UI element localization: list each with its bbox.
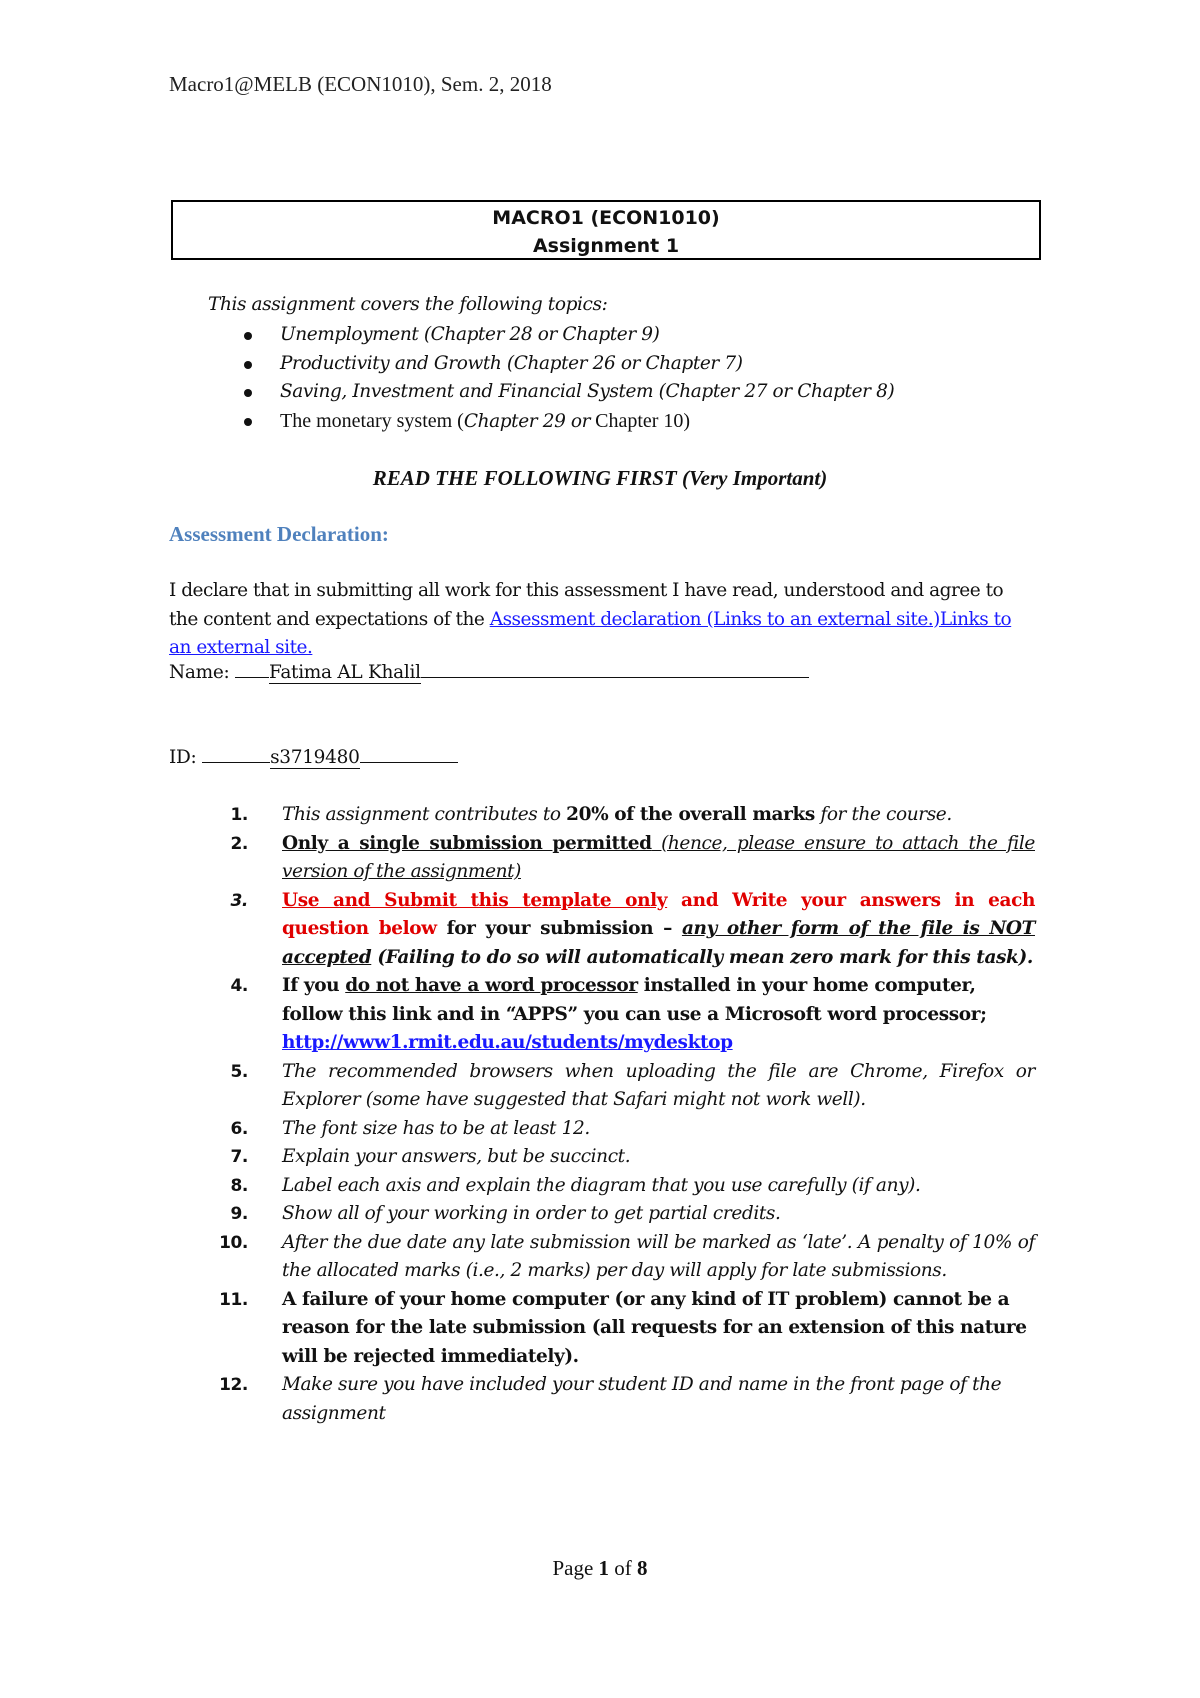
page-footer: Page 1 of 8 [552, 1556, 648, 1580]
rule-item: 5. The recommended browsers when uploading the file are Chrome, Firefox or Explorer (some have suggested that Safari might not work well). [230, 1060, 1035, 1110]
rule-item: 12. Make sure you have included your student ID and name in the front page of the assignment [219, 1374, 1002, 1424]
rules-list [220, 801, 1035, 1428]
topic-item: Productivity and Growth (Chapter 26 or Chapter 7) [248, 350, 894, 379]
rule-item: 4. If you do not have a word processor installed in your home computer, follow this link and in “APPS” you can use a Microsoft word processor; http://www1.rmit.edu.au/students/mydesktop [230, 975, 987, 1053]
rule-item: 8. Label each axis and explain the diagram that you use carefully (if any). [230, 1174, 921, 1196]
rule-item: 9. Show all of your working in order to get partial credits. [230, 1203, 781, 1224]
rule-item: 11. A failure of your home computer (or any kind of IT problem) cannot be a reason for the late submission (all requests for an extension of this nature will be rejected immediately). [219, 1288, 1027, 1367]
assessment-declaration-link[interactable]: Assessment declaration (Links to an external site.)Links to an external site. [169, 608, 1012, 658]
bullet-icon [244, 418, 252, 426]
rule-item: 1. This assignment contributes to 20% of the overall marks for the course. [230, 804, 952, 825]
name-field: Name: Fatima AL Khalil [169, 657, 809, 683]
declaration-text: I declare that in submitting all work for this assessment I have read, understood and agree to the content and expectations of the Assessment declaration (Links to an external site.)Links to an external site. [169, 580, 1012, 658]
rule-item: 3. Use and Submit this template only and Write your answers in each question below for your submission – any other form of the file is NOT accepted (Failing to do so will automatically mean zero mark for this task). [230, 889, 1035, 968]
id-value[interactable]: s3719480 [270, 747, 360, 768]
name-value[interactable]: Fatima AL Khalil [269, 662, 421, 683]
topic-item: The monetary system (Chapter 29 or Chapter 10) [248, 407, 894, 436]
title-box [171, 200, 1041, 260]
course-title: MACRO1 (ECON1010) [492, 207, 720, 229]
mydesktop-link[interactable]: http://www1.rmit.edu.au/students/mydesktop [282, 1032, 733, 1053]
topics-list [248, 321, 894, 435]
bullet-icon [244, 361, 252, 369]
rule-item: 6. The font size has to be at least 12. [230, 1117, 590, 1139]
rule-item: 10. After the due date any late submission will be marked as ‘late’. A penalty of 10% of the allocated marks (i.e., 2 marks) per day will apply for late submissions. [219, 1231, 1035, 1281]
topics-intro: This assignment covers the following topics: [208, 294, 608, 315]
topic-item: Saving, Investment and Financial System (Chapter 27 or Chapter 8) [248, 378, 894, 407]
topic-item: Unemployment (Chapter 28 or Chapter 9) [248, 321, 894, 350]
id-field: ID: s3719480 [169, 742, 458, 768]
declaration-heading: Assessment Declaration: [169, 522, 389, 546]
read-first-heading: READ THE FOLLOWING FIRST (Very Important) [372, 466, 828, 490]
rule-item: 7. Explain your answers, but be succinct. [230, 1146, 631, 1167]
rule-item: 2. Only a single submission permitted (hence, please ensure to attach the file version of the assignment) [230, 832, 1035, 882]
bullet-icon [244, 332, 252, 340]
bullet-icon [244, 389, 252, 397]
assignment-title: Assignment 1 [532, 235, 680, 257]
page-header: Macro1@MELB (ECON1010), Sem. 2, 2018 [169, 72, 552, 96]
